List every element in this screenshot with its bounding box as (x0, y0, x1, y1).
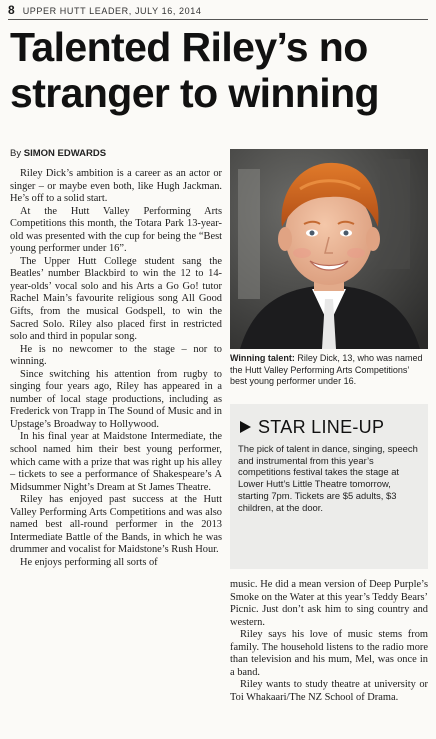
triangle-arrow-icon (238, 420, 252, 434)
publication-date: UPPER HUTT LEADER, JULY 16, 2014 (22, 6, 202, 16)
sidebar-body: The pick of talent in dance, singing, speech and instrumental from this year’s competitions festival takes the stage at Lower Hutt’s Little Theatre tomorrow, starting 7pm. Tickets are $5 adults, $3 children, at the door. (238, 443, 418, 513)
paragraph: In his final year at Maidstone Intermediate, the school named him their best young performer, which came with a prize that was right up his alley – tickets to see a performance of Shakespeare’s A Midsummer Night’s Dream at St James Theatre. (10, 431, 222, 493)
paragraph: The Upper Hutt College student sang the Beatles’ number Blackbird to win the 12 to 14-year-olds’ vocal solo and his Arts a Go Go! tutor Rachel Main’s favourite religious song All Good Gifts, from the musical Godspell, to win the Sacred Solo. Riley also placed first in restricted solo and third in popular song. (10, 255, 222, 343)
photo-caption (230, 353, 428, 388)
portrait-illustration (230, 149, 428, 349)
article-column-2 (230, 579, 428, 704)
riley-photo (230, 149, 428, 349)
byline-prefix: By (10, 148, 24, 159)
paragraph: Since switching his attention from rugby to singing four years ago, Riley has appeared in a number of local stage productions, including as Frederick von Trapp in The Sound of Music and in Upstage’s Broadway to Hollywood. (10, 368, 222, 430)
headline-line-1: Talented Riley’s no (10, 24, 368, 70)
sidebar-heading (238, 416, 420, 438)
headline (10, 24, 428, 116)
article-column-1 (10, 168, 222, 570)
sidebar-title: STAR LINE-UP (258, 416, 385, 437)
paragraph: Riley says his love of music stems from family. The household listens to the radio more than television and his mum, Mel, was once in a band. (230, 629, 428, 678)
headline-line-2: stranger to winning (10, 70, 379, 116)
star-line-up-box (230, 404, 428, 569)
caption-text: Riley Dick, 13, who was named the Hutt Valley Performing Arts Competitions’ best young performer under 16. (230, 353, 423, 387)
paragraph: music. He did a mean version of Deep Purple’s Smoke on the Water at this year’s Teddy Bears’ Picnic. Just don’t ask him to sing country and western. (230, 579, 428, 628)
top-rule (8, 19, 428, 20)
paragraph: He is no newcomer to the stage – nor to winning. (10, 343, 222, 368)
folio (8, 3, 201, 17)
page-number: 8 (8, 3, 15, 17)
paragraph: Riley Dick’s ambition is a career as an actor or singer – or maybe even both, like Hugh Jackman. He’s off to a solid start. (10, 168, 222, 205)
paragraph: At the Hutt Valley Performing Arts Competitions this month, the Totara Park 13-year-old was presented with the cup for being the “Best young performer under 16”. (10, 205, 222, 255)
paragraph: Riley wants to study theatre at university or Toi Whakaari/The NZ School of Drama. (230, 679, 428, 703)
byline-author: SIMON EDWARDS (23, 148, 107, 159)
byline (10, 148, 106, 159)
paragraph: He enjoys performing all sorts of (20, 556, 158, 568)
caption-lead: Winning talent: (230, 353, 295, 363)
paragraph: Riley has enjoyed past success at the Hutt Valley Performing Arts Competitions and was also named best all-round performer in the 2013 Intermediate Battle of the Bands, in which he was drummer and vocalist for Maidstone’s Rush Hour. (10, 494, 222, 556)
